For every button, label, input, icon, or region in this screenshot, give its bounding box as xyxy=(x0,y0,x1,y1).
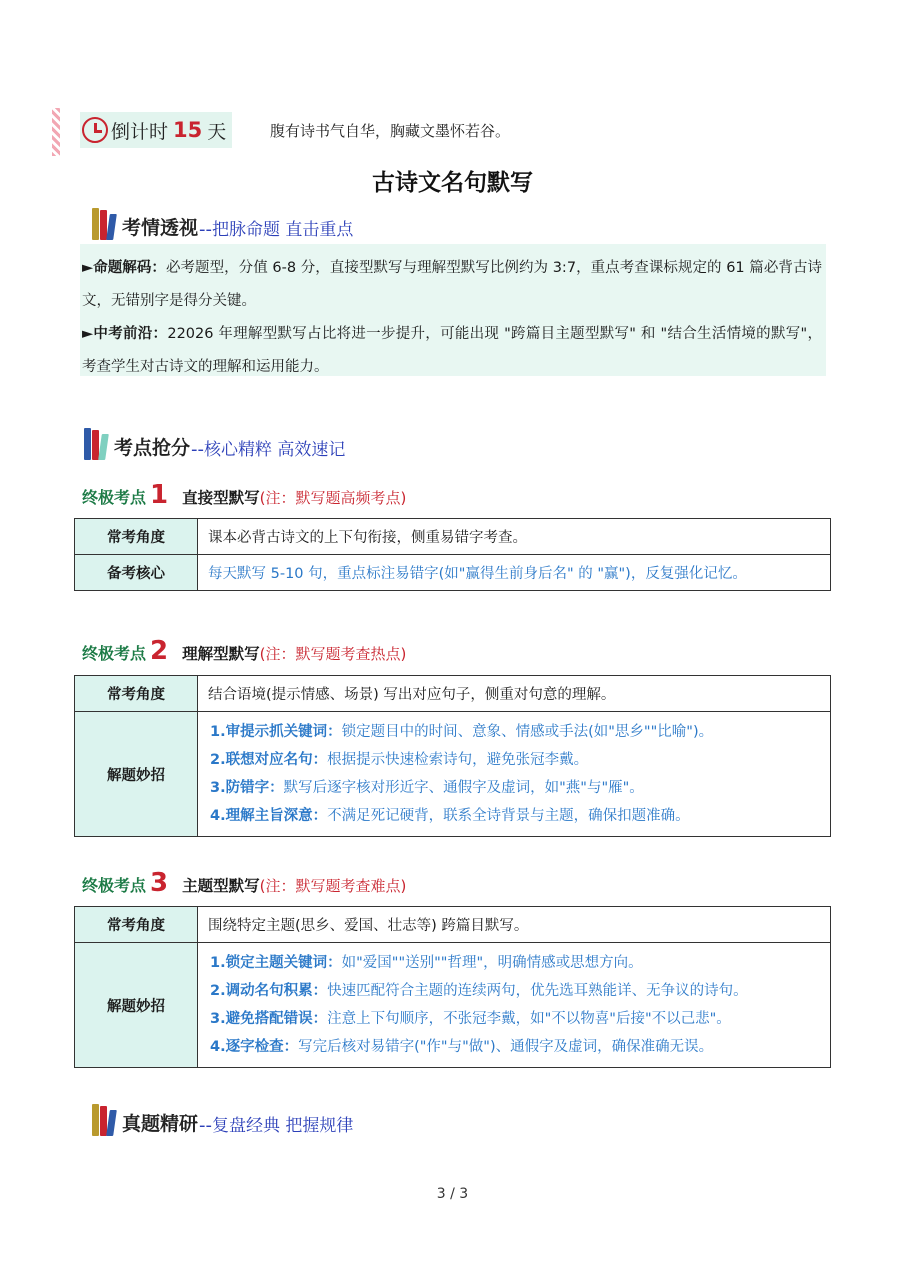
table-row xyxy=(75,676,831,712)
tip-item xyxy=(210,949,830,977)
tip-key: 3.防错字： xyxy=(210,780,284,796)
intro-text: 22026 年理解型默写占比将进一步提升，可能出现 "跨篇目主题型默写" 和 "结合生活情境的默写"，考查学生对古诗文的理解和运用能力。 xyxy=(82,326,822,375)
point-number: 2 xyxy=(150,636,169,666)
section-title: 考点抢分 xyxy=(114,437,191,459)
point-table-3 xyxy=(74,906,831,1068)
section-heading-points xyxy=(84,428,345,460)
countdown-unit: 天 xyxy=(207,120,227,143)
books-icon xyxy=(92,208,120,240)
intro-key: ►命题解码： xyxy=(82,260,166,276)
point-number: 3 xyxy=(150,868,169,898)
point-heading-2 xyxy=(82,638,406,664)
point-note: (注：默写题考查热点) xyxy=(259,645,407,663)
row-value: 课本必背古诗文的上下句衔接，侧重易错字考查。 xyxy=(198,519,831,555)
decorative-stripe xyxy=(52,108,60,156)
intro-item-2 xyxy=(82,318,822,384)
tip-text: 如"爱国""送别""哲理"，明确情感或思想方向。 xyxy=(341,955,643,971)
point-label: 终极考点 xyxy=(82,876,147,895)
row-label: 常考角度 xyxy=(75,907,198,943)
point-label: 终极考点 xyxy=(82,488,147,507)
page-number: 3 / 3 xyxy=(436,1186,469,1202)
point-title: 主题型默写 xyxy=(182,877,260,895)
table-row xyxy=(75,943,831,1068)
tip-item xyxy=(210,1005,830,1033)
tip-text: 写完后核对易错字("作"与"做")、通假字及虚词，确保准确无误。 xyxy=(298,1039,714,1055)
books-icon xyxy=(84,428,112,460)
clock-icon xyxy=(82,117,108,143)
tip-text: 默写后逐字核对形近字、通假字及虚词，如"燕"与"雁"。 xyxy=(283,780,644,796)
tip-item xyxy=(210,802,830,830)
section-dash: -- xyxy=(199,1115,213,1136)
table-row xyxy=(75,907,831,943)
point-number: 1 xyxy=(150,480,169,510)
tip-item xyxy=(210,977,830,1005)
row-value: 围绕特定主题(思乡、爱国、壮志等) 跨篇目默写。 xyxy=(198,907,831,943)
countdown-days: 15 xyxy=(173,118,203,142)
tip-item xyxy=(210,1033,830,1061)
row-value: 每天默写 5-10 句，重点标注易错字(如"赢得生前身后名" 的 "赢")，反复强化记忆。 xyxy=(198,555,831,591)
tips-cell xyxy=(198,943,831,1068)
section-title: 考情透视 xyxy=(122,217,199,239)
tip-text: 注意上下句顺序，不张冠李戴，如"不以物喜"后接"不以己悲"。 xyxy=(327,1011,731,1027)
intro-key: ►中考前沿： xyxy=(82,326,168,342)
table-row xyxy=(75,519,831,555)
point-table-2 xyxy=(74,675,831,837)
point-title: 直接型默写 xyxy=(182,489,260,507)
point-label: 终极考点 xyxy=(82,644,147,663)
page-title: 古诗文名句默写 xyxy=(372,170,533,196)
table-row xyxy=(75,712,831,837)
section-title: 真题精研 xyxy=(122,1113,199,1135)
intro-item-1 xyxy=(82,252,822,318)
tip-text: 快速匹配符合主题的连续两句，优先选耳熟能详、无争议的诗句。 xyxy=(327,983,748,999)
point-note: (注：默写题高频考点) xyxy=(259,489,407,507)
intro-text: 必考题型，分值 6-8 分，直接型默写与理解型默写比例约为 3:7，重点考查课标规定的 61 篇必背古诗文，无错别字是得分关键。 xyxy=(82,260,822,309)
row-label: 解题妙招 xyxy=(75,943,198,1068)
row-label: 备考核心 xyxy=(75,555,198,591)
point-heading-1 xyxy=(82,482,406,508)
tip-key: 2.联想对应名句： xyxy=(210,752,328,768)
books-icon xyxy=(92,1104,120,1136)
row-value: 结合语境(提示情感、场景) 写出对应句子，侧重对句意的理解。 xyxy=(198,676,831,712)
tip-key: 1.锁定主题关键词： xyxy=(210,955,342,971)
section-subtitle: 核心精粹 高效速记 xyxy=(204,440,346,460)
table-row xyxy=(75,555,831,591)
section-subtitle: 把脉命题 直击重点 xyxy=(212,220,354,240)
tip-key: 4.逐字检查： xyxy=(210,1039,299,1055)
section-dash: -- xyxy=(191,439,205,460)
tip-text: 根据提示快速检索诗句，避免张冠李戴。 xyxy=(327,752,589,768)
tip-item xyxy=(210,746,830,774)
motto: 腹有诗书气自华，胸藏文墨怀若谷。 xyxy=(270,122,511,140)
section-dash: -- xyxy=(199,219,213,240)
tip-text: 锁定题目中的时间、意象、情感或手法(如"思乡""比喻")。 xyxy=(341,724,714,740)
section-heading-real xyxy=(92,1104,353,1136)
section-heading-exam xyxy=(92,208,353,240)
row-label: 常考角度 xyxy=(75,676,198,712)
tip-item xyxy=(210,774,830,802)
countdown-badge xyxy=(80,112,232,148)
tip-key: 4.理解主旨深意： xyxy=(210,808,328,824)
countdown-label: 倒计时 xyxy=(111,120,169,143)
tip-key: 2.调动名句积累： xyxy=(210,983,328,999)
tip-key: 1.审提示抓关键词： xyxy=(210,724,342,740)
row-label: 常考角度 xyxy=(75,519,198,555)
point-note: (注：默写题考查难点) xyxy=(259,877,407,895)
point-title: 理解型默写 xyxy=(182,645,260,663)
tip-key: 3.避免搭配错误： xyxy=(210,1011,328,1027)
tips-cell xyxy=(198,712,831,837)
point-table-1 xyxy=(74,518,831,591)
point-heading-3 xyxy=(82,870,406,896)
tip-text: 不满足死记硬背，联系全诗背景与主题，确保扣题准确。 xyxy=(327,808,690,824)
intro-box xyxy=(80,244,826,376)
row-label: 解题妙招 xyxy=(75,712,198,837)
tip-item xyxy=(210,718,830,746)
section-subtitle: 复盘经典 把握规律 xyxy=(212,1116,354,1136)
